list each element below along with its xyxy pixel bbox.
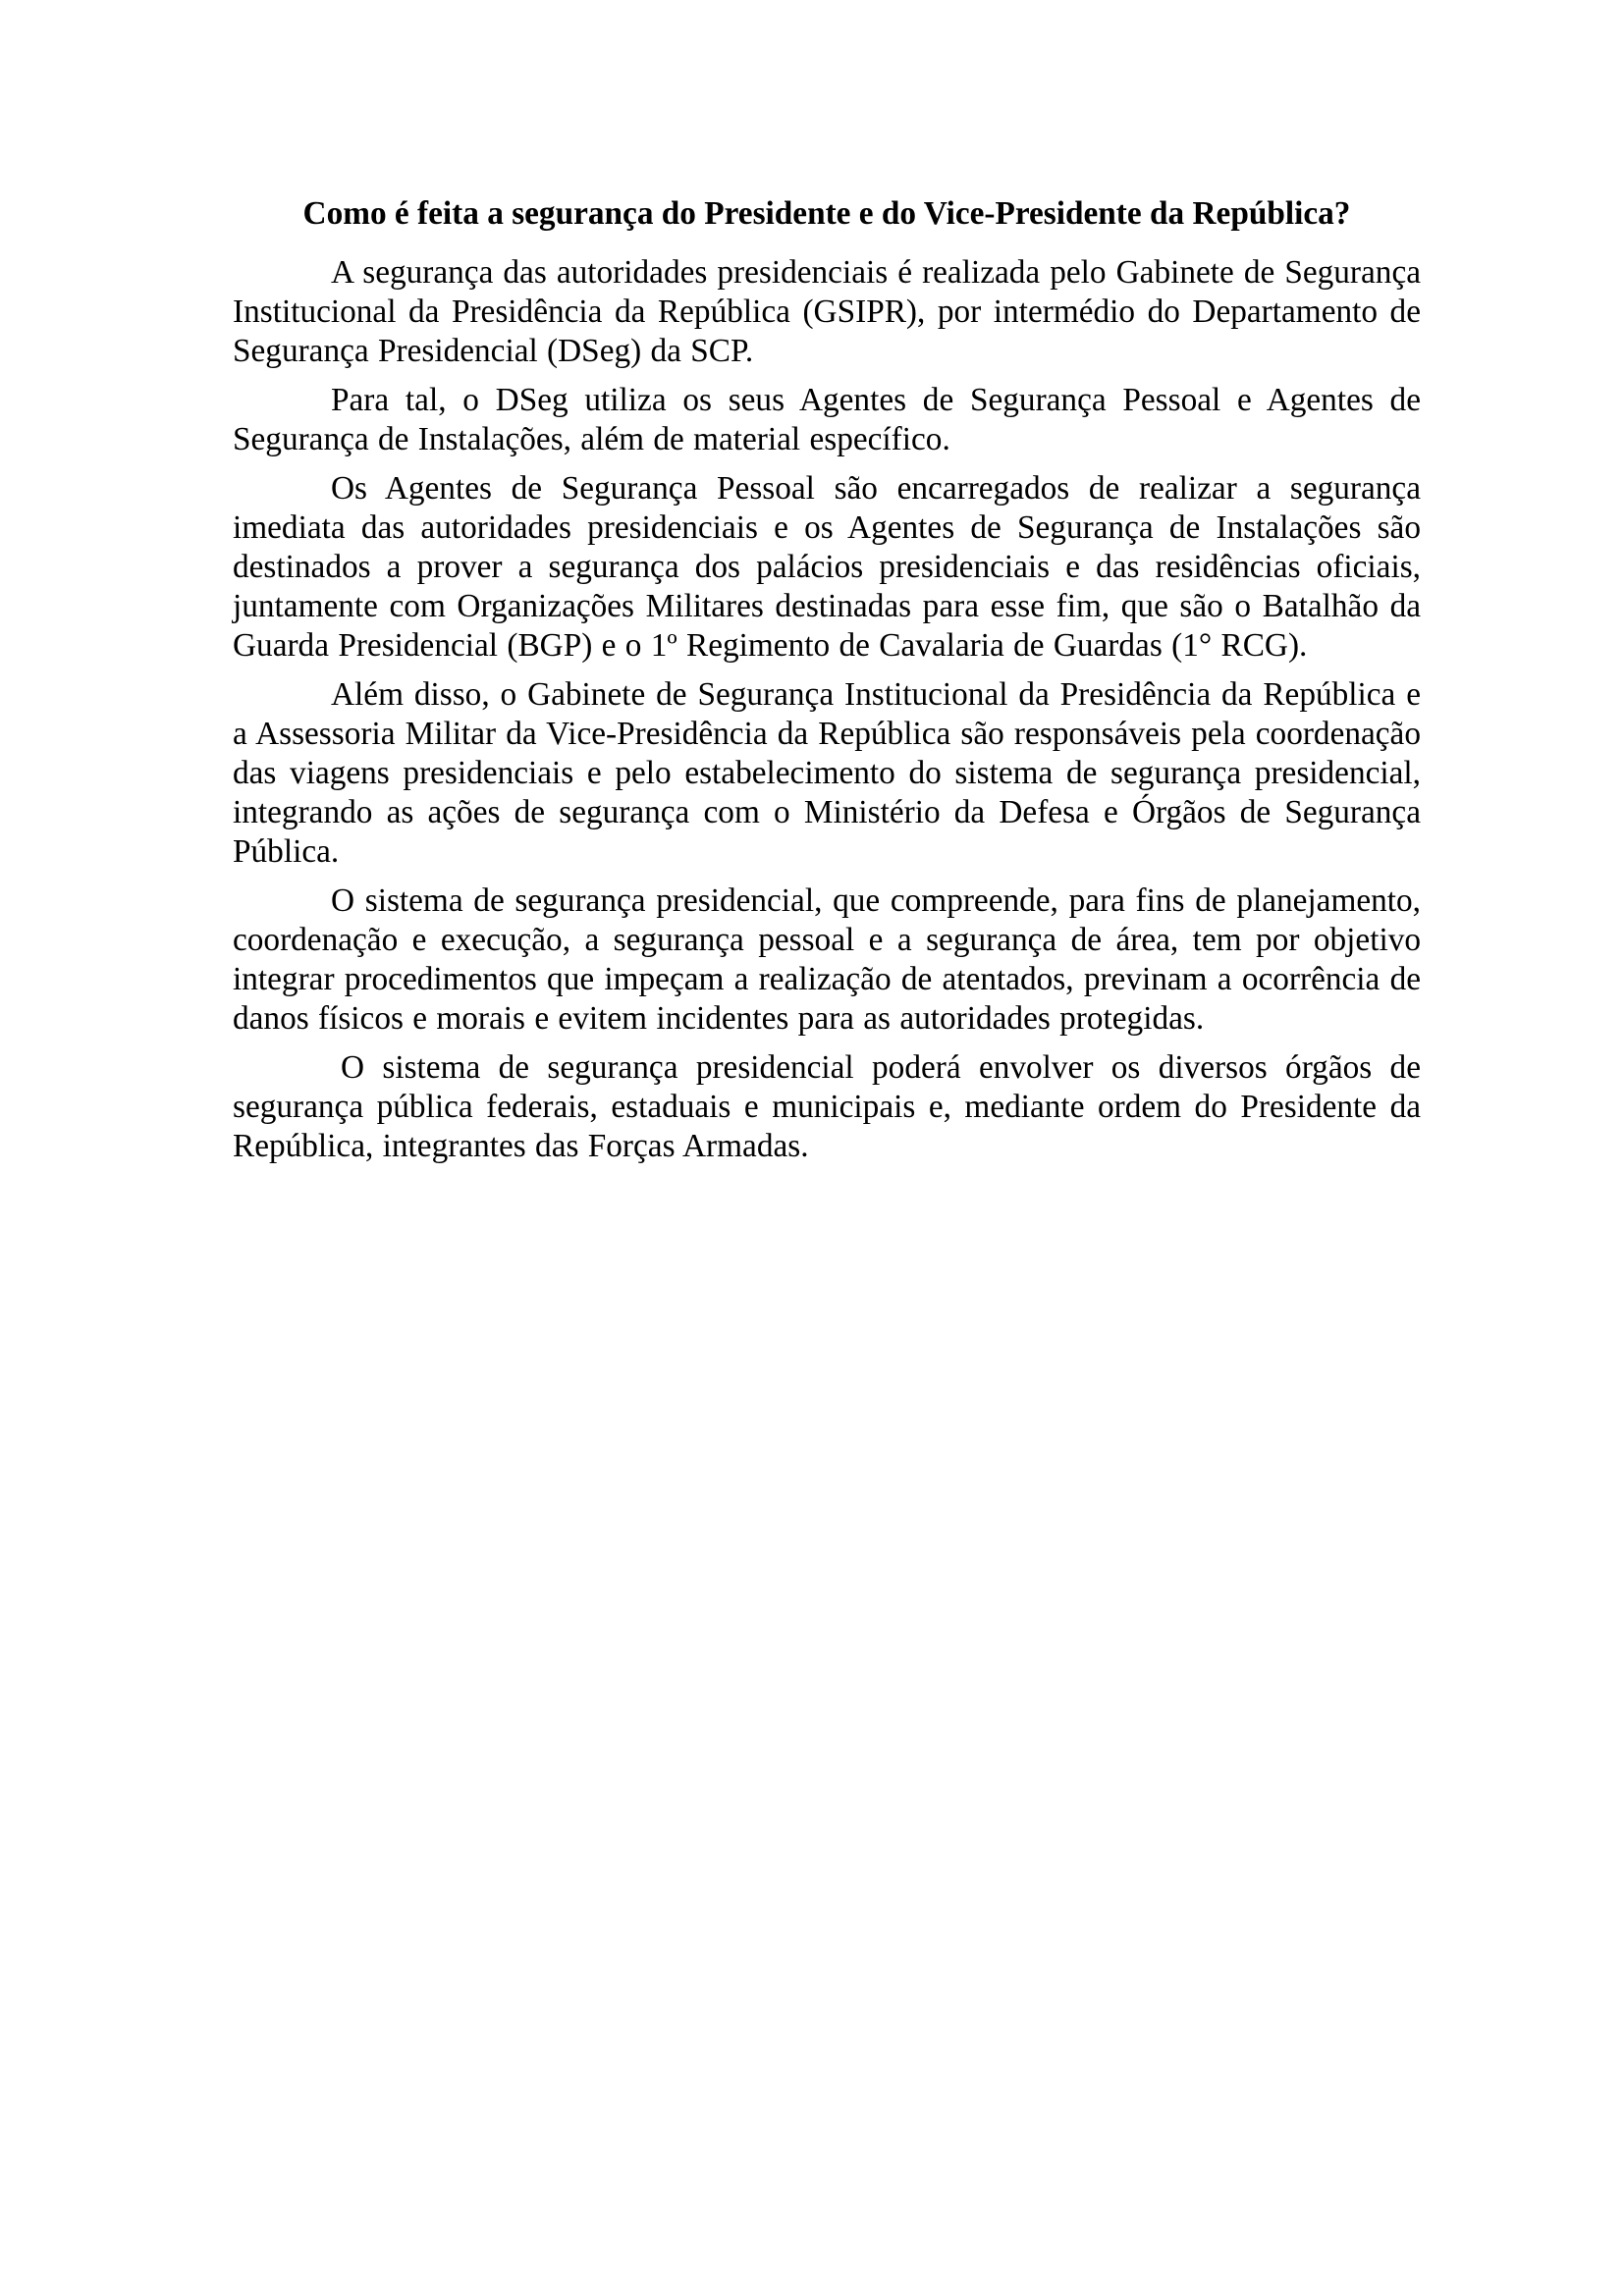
paragraph: Para tal, o DSeg utiliza os seus Agentes de Segurança Pessoal e Agentes de Segurança de Instalações, além de material específico. bbox=[233, 382, 1421, 457]
document-body bbox=[233, 194, 1421, 1176]
paragraph: Os Agentes de Segurança Pessoal são encarregados de realizar a segurança imediata das autoridades presidenciais e os Agentes de Segurança de Instalações são destinados a prover a segurança dos palácios presidenciais e das residências oficiais, juntamente com Organizações Militares destinadas para esse fim, que são o Batalhão da Guarda Presidencial (BGP) e o 1º Regimento de Cavalaria de Guardas (1° RCG). bbox=[233, 470, 1421, 664]
paragraph: Além disso, o Gabinete de Segurança Institucional da Presidência da República e a Assessoria Militar da Vice-Presidência da República são responsáveis pela coordenação das viagens presidenciais e pelo estabelecimento do sistema de segurança presidencial, integrando as ações de segurança com o Ministério da Defesa e Órgãos de Segurança Pública. bbox=[233, 676, 1421, 870]
paragraph: A segurança das autoridades presidenciais é realizada pelo Gabinete de Segurança Institucional da Presidência da República (GSIPR), por intermédio do Departamento de Segurança Presidencial (DSeg) da SCP. bbox=[233, 254, 1421, 369]
paragraph: O sistema de segurança presidencial poderá envolver os diversos órgãos de segurança pública federais, estaduais e municipais e, mediante ordem do Presidente da República, integrantes das Forças Armadas. bbox=[233, 1049, 1421, 1164]
document-title: Como é feita a segurança do Presidente e do Vice-Presidente da República? bbox=[302, 195, 1351, 232]
paragraph: O sistema de segurança presidencial, que compreende, para fins de planejamento, coordenação e execução, a segurança pessoal e a segurança de área, tem por objetivo integrar procedimentos que impeçam a realização de atentados, previnam a ocorrência de danos físicos e morais e evitem incidentes para as autoridades protegidas. bbox=[233, 882, 1421, 1037]
